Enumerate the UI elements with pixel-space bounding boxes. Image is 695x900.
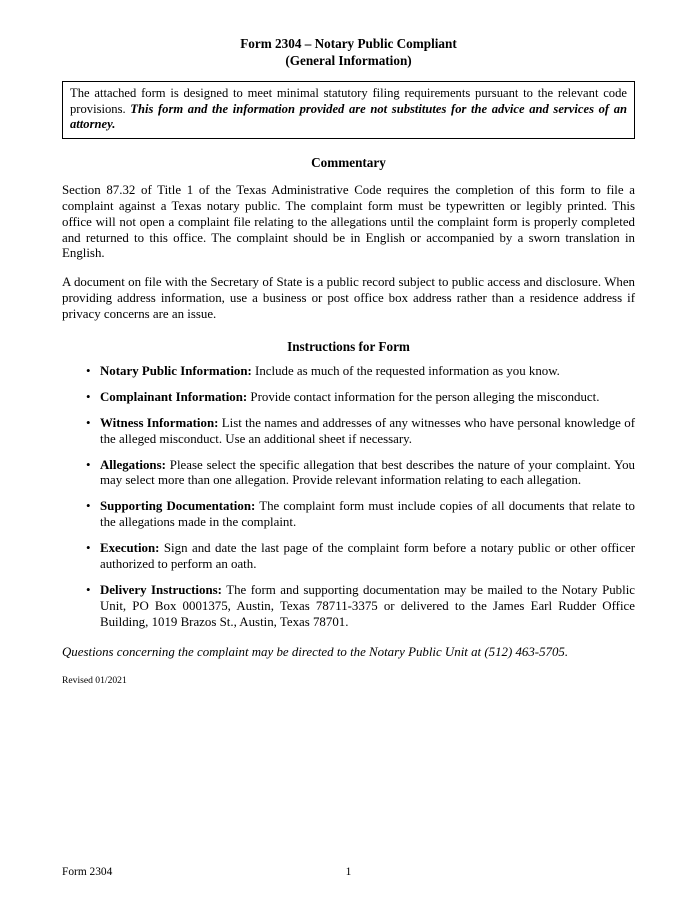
disclaimer-plain-text: The attached form is designed to meet minimal statutory filing requirements pursuant to the relevant code provisions. xyxy=(70,86,627,116)
commentary-paragraph-2: A document on file with the Secretary of State is a public record subject to public access and disclosure. When providing address information, use a business or post office box address rather than a residence address if privacy concerns are an issue. xyxy=(62,275,635,322)
list-item-term: Delivery Instructions: xyxy=(100,582,222,597)
list-item xyxy=(62,583,635,631)
list-item xyxy=(62,390,635,406)
bullet-icon: • xyxy=(86,499,91,514)
list-item-text: List the names and addresses of any witnesses who have personal knowledge of the alleged misconduct. Use an additional sheet if necessary. xyxy=(100,415,635,446)
list-item-text: The complaint form must include copies of all documents that relate to the allegations made in the complaint. xyxy=(100,499,635,530)
list-item-term: Notary Public Information: xyxy=(100,363,252,378)
instructions-heading: Instructions for Form xyxy=(287,338,410,354)
list-item-term: Allegations: xyxy=(100,457,166,472)
list-item-term: Complainant Information: xyxy=(100,389,248,404)
footer-form-label: Form 2304 xyxy=(62,866,113,878)
list-item-text: Provide contact information for the person alleging the misconduct. xyxy=(247,389,600,404)
list-item xyxy=(62,499,635,531)
closing-note: Questions concerning the complaint may be directed to the Notary Public Unit at (512) 463-5705. xyxy=(62,644,569,659)
footer-page-number: 1 xyxy=(345,866,352,878)
list-item xyxy=(62,458,635,490)
revision-stamp: Revised 01/2021 xyxy=(62,674,127,686)
title-line-primary: Form 2304 – Notary Public Compliant xyxy=(240,36,457,51)
title-line-secondary: (General Information) xyxy=(285,52,412,68)
bullet-icon: • xyxy=(86,541,91,556)
bullet-icon: • xyxy=(86,389,91,404)
commentary-heading: Commentary xyxy=(311,154,386,170)
instructions-list xyxy=(62,364,635,631)
list-item-text: Include as much of the requested information as you know. xyxy=(251,363,560,378)
bullet-icon: • xyxy=(86,582,91,597)
list-item-text: The form and supporting documentation may be mailed to the Notary Public Unit, PO Box 0001375, Austin, Texas 78711-3375 or delivered to the James Earl Rudder Office Building, 1019 Brazos St., Austin, Texas 78701. xyxy=(100,582,636,629)
commentary-paragraph-1: Section 87.32 of Title 1 of the Texas Administrative Code requires the completion of this form to file a complaint against a Texas notary public. The complaint form must be typewritten or legibly printed. This office will not open a complaint file relating to the allegations until the complaint form is properly completed and returned to this office. The complaint should be in English or accompanied by a sworn translation in English. xyxy=(62,182,635,261)
bullet-icon: • xyxy=(86,415,91,430)
bullet-icon: • xyxy=(86,363,91,378)
document-title xyxy=(62,36,635,69)
list-item-term: Execution: xyxy=(100,541,160,556)
bullet-icon: • xyxy=(86,457,91,472)
list-item-term: Witness Information: xyxy=(100,415,219,430)
disclaimer-emphasized-text: This form and the information provided are not substitutes for the advice and services of an attorney. xyxy=(70,101,627,132)
disclaimer-box xyxy=(62,81,635,139)
list-item xyxy=(62,364,635,380)
list-item-text: Please select the specific allegation that best describes the nature of your complaint. You may select more than one allegation. Provide relevant information relating to each allegation. xyxy=(100,457,635,488)
list-item xyxy=(62,416,635,448)
page-content xyxy=(62,36,635,696)
list-item xyxy=(62,541,635,573)
list-item-term: Supporting Documentation: xyxy=(100,499,256,514)
list-item-text: Sign and date the last page of the complaint form before a notary public or other officer authorized to perform an oath. xyxy=(100,541,635,572)
